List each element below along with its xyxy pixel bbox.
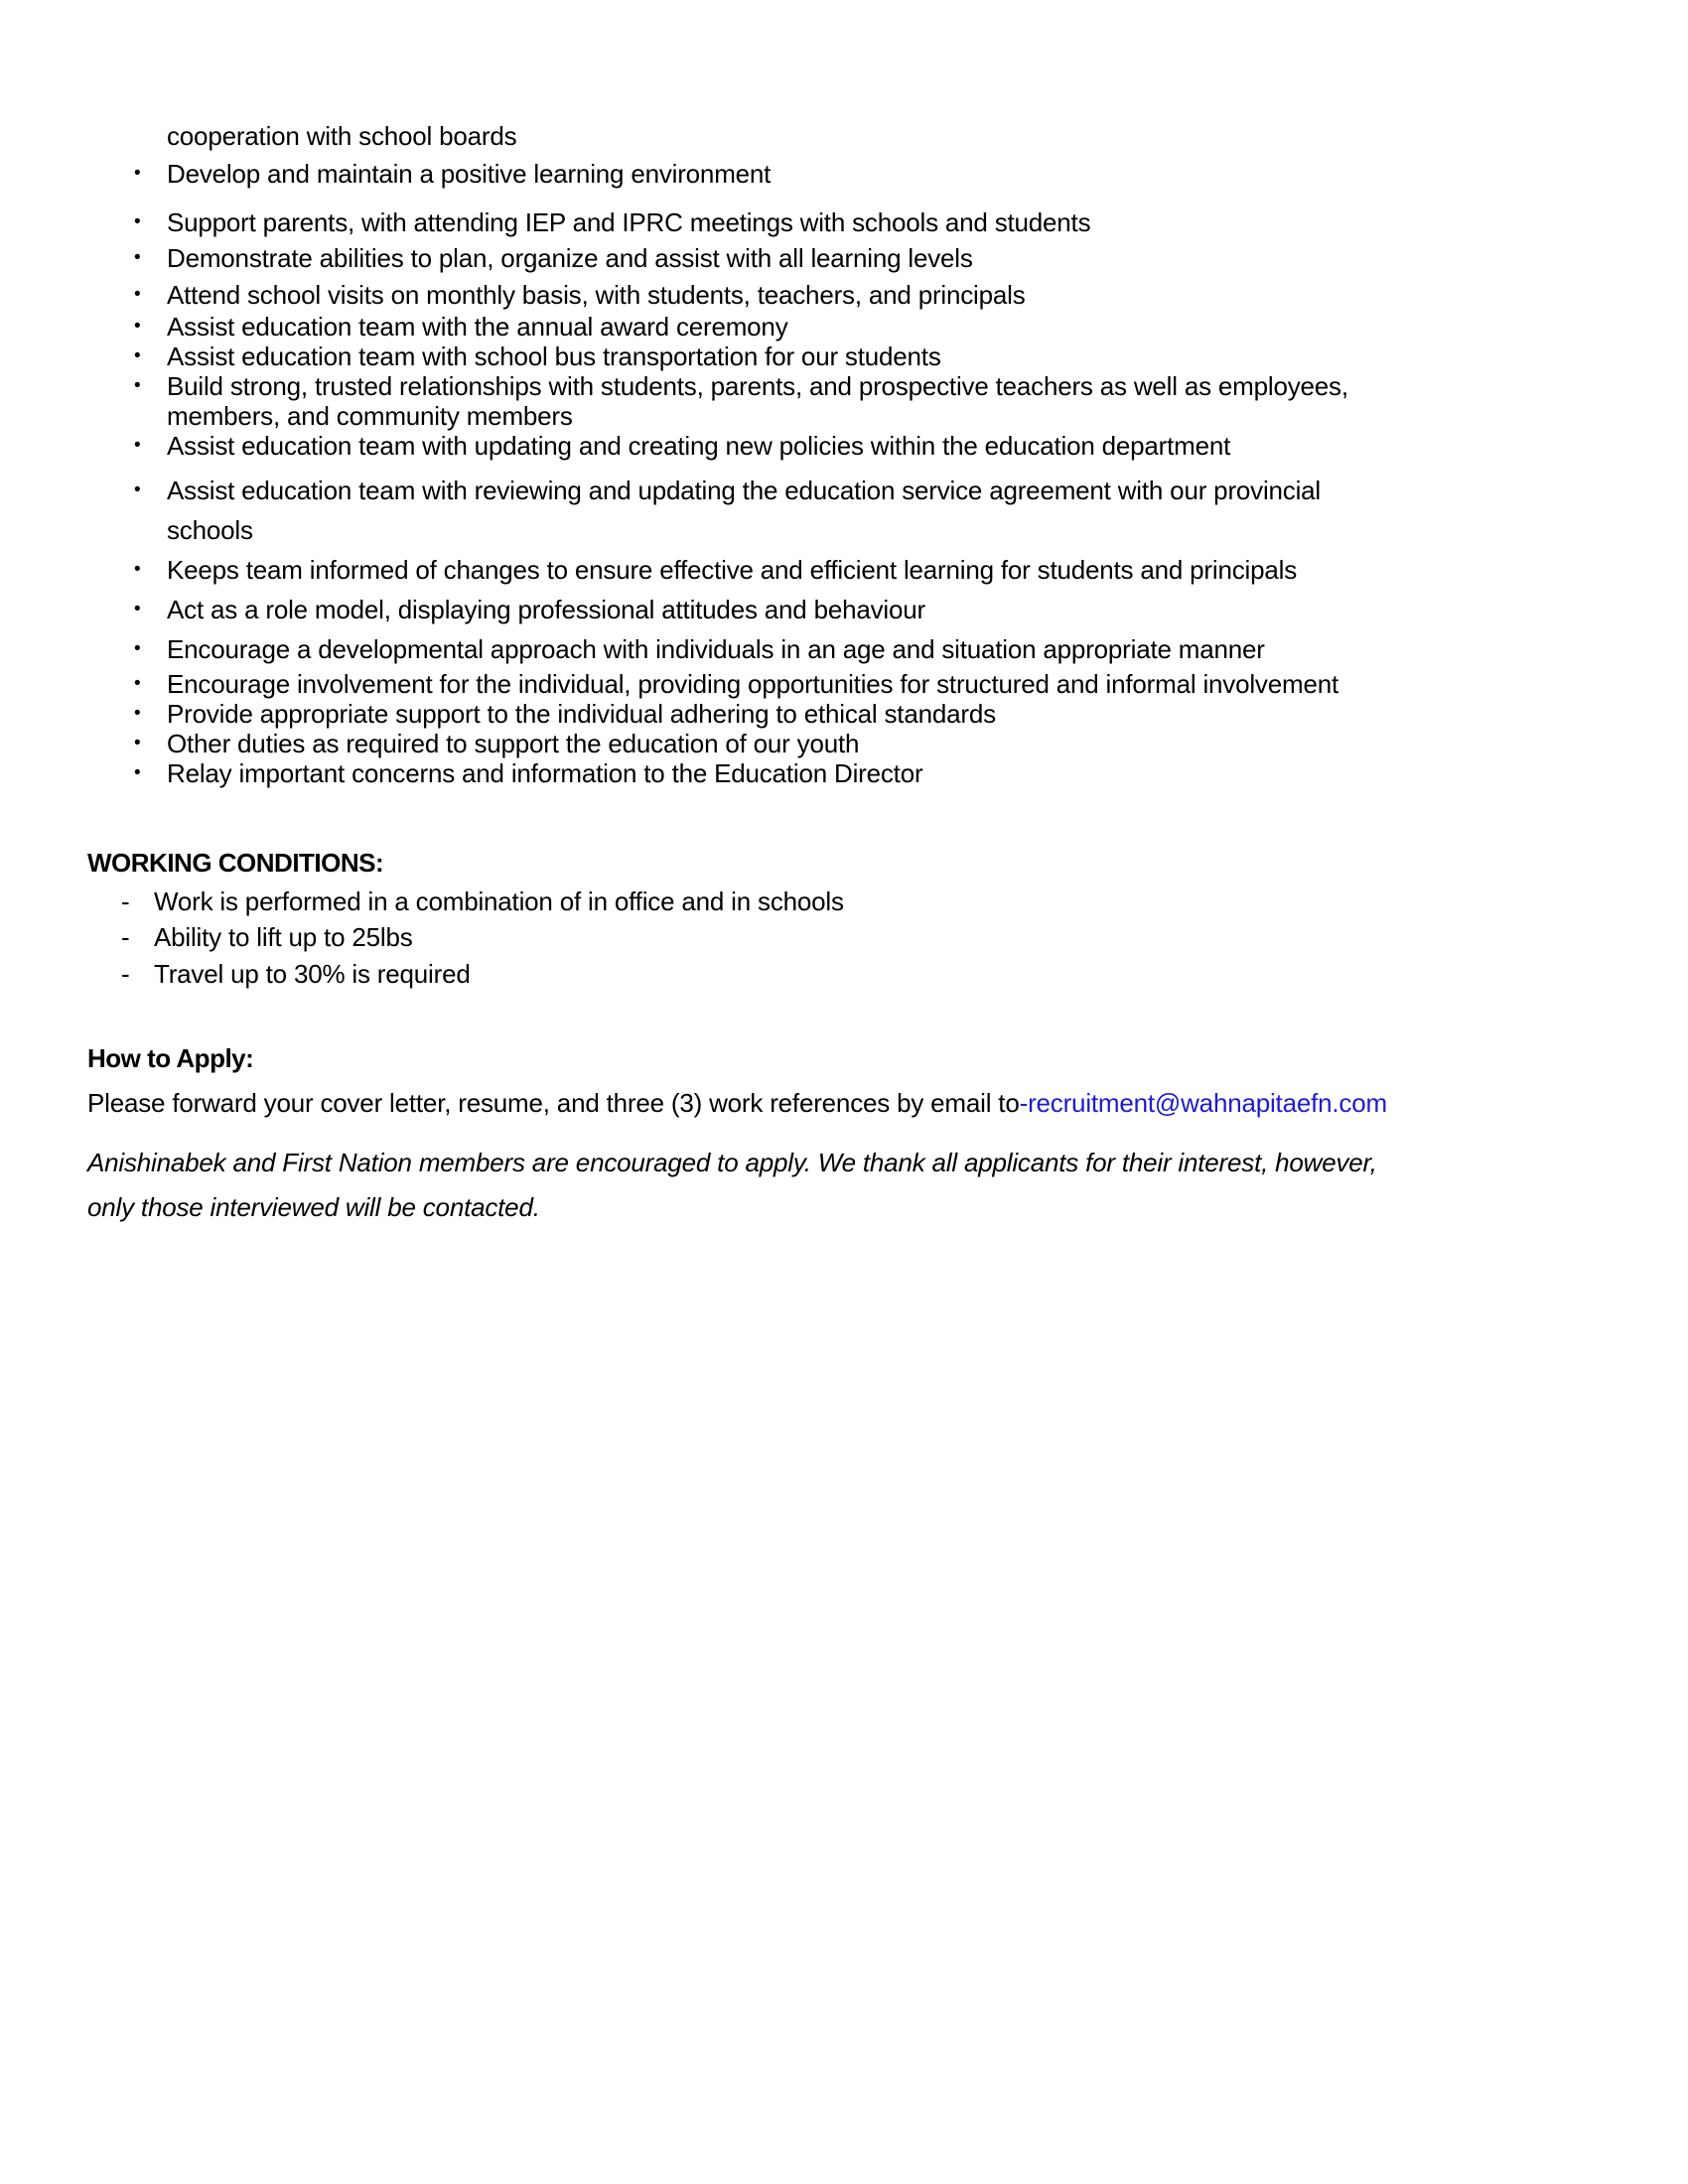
dash-icon: - — [121, 887, 130, 916]
closing-note-line2: only those interviewed will be contacted. — [87, 1192, 540, 1222]
list-item — [87, 341, 1618, 371]
list-item-text — [167, 371, 1618, 431]
bullet-icon: • — [134, 599, 141, 619]
bullet-icon: • — [134, 345, 141, 366]
list-item-line2: schools — [167, 515, 253, 545]
working-conditions-section — [87, 848, 1618, 989]
bullet-icon: • — [134, 284, 141, 305]
bullet-icon: • — [134, 163, 141, 184]
list-item — [87, 280, 1618, 310]
list-item-text: Encourage a developmental approach with individuals in an age and situation appropriate manner — [167, 634, 1265, 664]
bullet-icon: • — [134, 479, 141, 500]
list-item — [87, 887, 1618, 916]
dash-icon: - — [121, 959, 130, 989]
bullet-icon: • — [134, 211, 141, 232]
dash-icon: - — [121, 922, 130, 952]
list-item — [87, 595, 1618, 624]
list-item-line2: members, and community members — [167, 401, 573, 431]
list-item — [87, 555, 1618, 585]
list-item-text: Work is performed in a combination of in office and in schools — [154, 887, 844, 916]
continuation-line: cooperation with school boards — [167, 121, 517, 151]
bullet-icon: • — [134, 762, 141, 783]
list-item-text: Attend school visits on monthly basis, with students, teachers, and principals — [167, 280, 1026, 310]
list-item — [87, 758, 1618, 788]
list-item-line1: Build strong, trusted relationships with students, parents, and prospective teachers as well as employees, — [167, 371, 1348, 401]
bullet-icon: • — [134, 247, 141, 268]
list-item-text: Develop and maintain a positive learning environment — [167, 159, 772, 189]
list-item — [87, 431, 1618, 461]
list-item — [87, 669, 1618, 699]
list-item-text: Assist education team with updating and creating new policies within the education department — [167, 431, 1231, 461]
bullet-icon: • — [134, 435, 141, 456]
list-item — [87, 959, 1618, 989]
list-item-text: Travel up to 30% is required — [154, 959, 471, 989]
link-separator: - — [1019, 1088, 1029, 1118]
closing-note-line1: Anishinabek and First Nation members are encouraged to apply. We thank all applicants for their interest, however, — [87, 1148, 1377, 1177]
list-item-text: Assist education team with the annual award ceremony — [167, 312, 788, 341]
recruitment-email-link[interactable]: recruitment@wahnapitaefn.com — [1028, 1088, 1387, 1118]
list-item-text: Assist education team with school bus transportation for our students — [167, 341, 941, 371]
list-item-text: Ability to lift up to 25lbs — [154, 922, 413, 952]
list-item-text: Encourage involvement for the individual, providing opportunities for structured and informal involvement — [167, 669, 1338, 699]
duties-bullet-list — [87, 159, 1618, 788]
list-item-text: Provide appropriate support to the individual adhering to ethical standards — [167, 699, 996, 729]
bullet-icon: • — [134, 733, 141, 753]
list-item — [87, 634, 1618, 664]
bullet-icon: • — [134, 559, 141, 580]
list-item-text: Relay important concerns and information to the Education Director — [167, 758, 923, 788]
list-item-line1: Assist education team with reviewing and updating the education service agreement with our provincial — [167, 476, 1322, 505]
working-conditions-list — [87, 887, 1618, 989]
how-to-apply-section — [87, 1043, 1618, 1222]
bullet-icon: • — [134, 703, 141, 724]
list-item-text — [167, 476, 1618, 545]
bullet-icon: • — [134, 375, 141, 396]
bullet-icon: • — [134, 316, 141, 337]
list-item — [87, 476, 1618, 545]
apply-instructions — [87, 1088, 1618, 1118]
list-item — [87, 207, 1618, 237]
apply-instructions-text: Please forward your cover letter, resume, and three (3) work references by email to — [87, 1088, 1020, 1118]
list-item-text: Keeps team informed of changes to ensure effective and efficient learning for students and principals — [167, 555, 1297, 585]
list-item-text: Demonstrate abilities to plan, organize and assist with all learning levels — [167, 243, 973, 273]
list-item — [87, 729, 1618, 758]
list-item-text: Act as a role model, displaying professional attitudes and behaviour — [167, 595, 925, 624]
bullet-icon: • — [134, 638, 141, 659]
working-conditions-heading: WORKING CONDITIONS: — [87, 848, 384, 878]
list-item — [87, 159, 1618, 189]
list-item — [87, 922, 1618, 952]
list-item-text: Support parents, with attending IEP and IPRC meetings with schools and students — [167, 207, 1091, 237]
bullet-icon: • — [134, 673, 141, 694]
list-item — [87, 371, 1618, 431]
closing-note — [87, 1148, 1618, 1222]
list-item — [87, 243, 1618, 273]
list-item-text: Other duties as required to support the education of our youth — [167, 729, 860, 758]
how-to-apply-heading: How to Apply: — [87, 1043, 254, 1073]
list-item — [87, 312, 1618, 341]
list-item — [87, 699, 1618, 729]
